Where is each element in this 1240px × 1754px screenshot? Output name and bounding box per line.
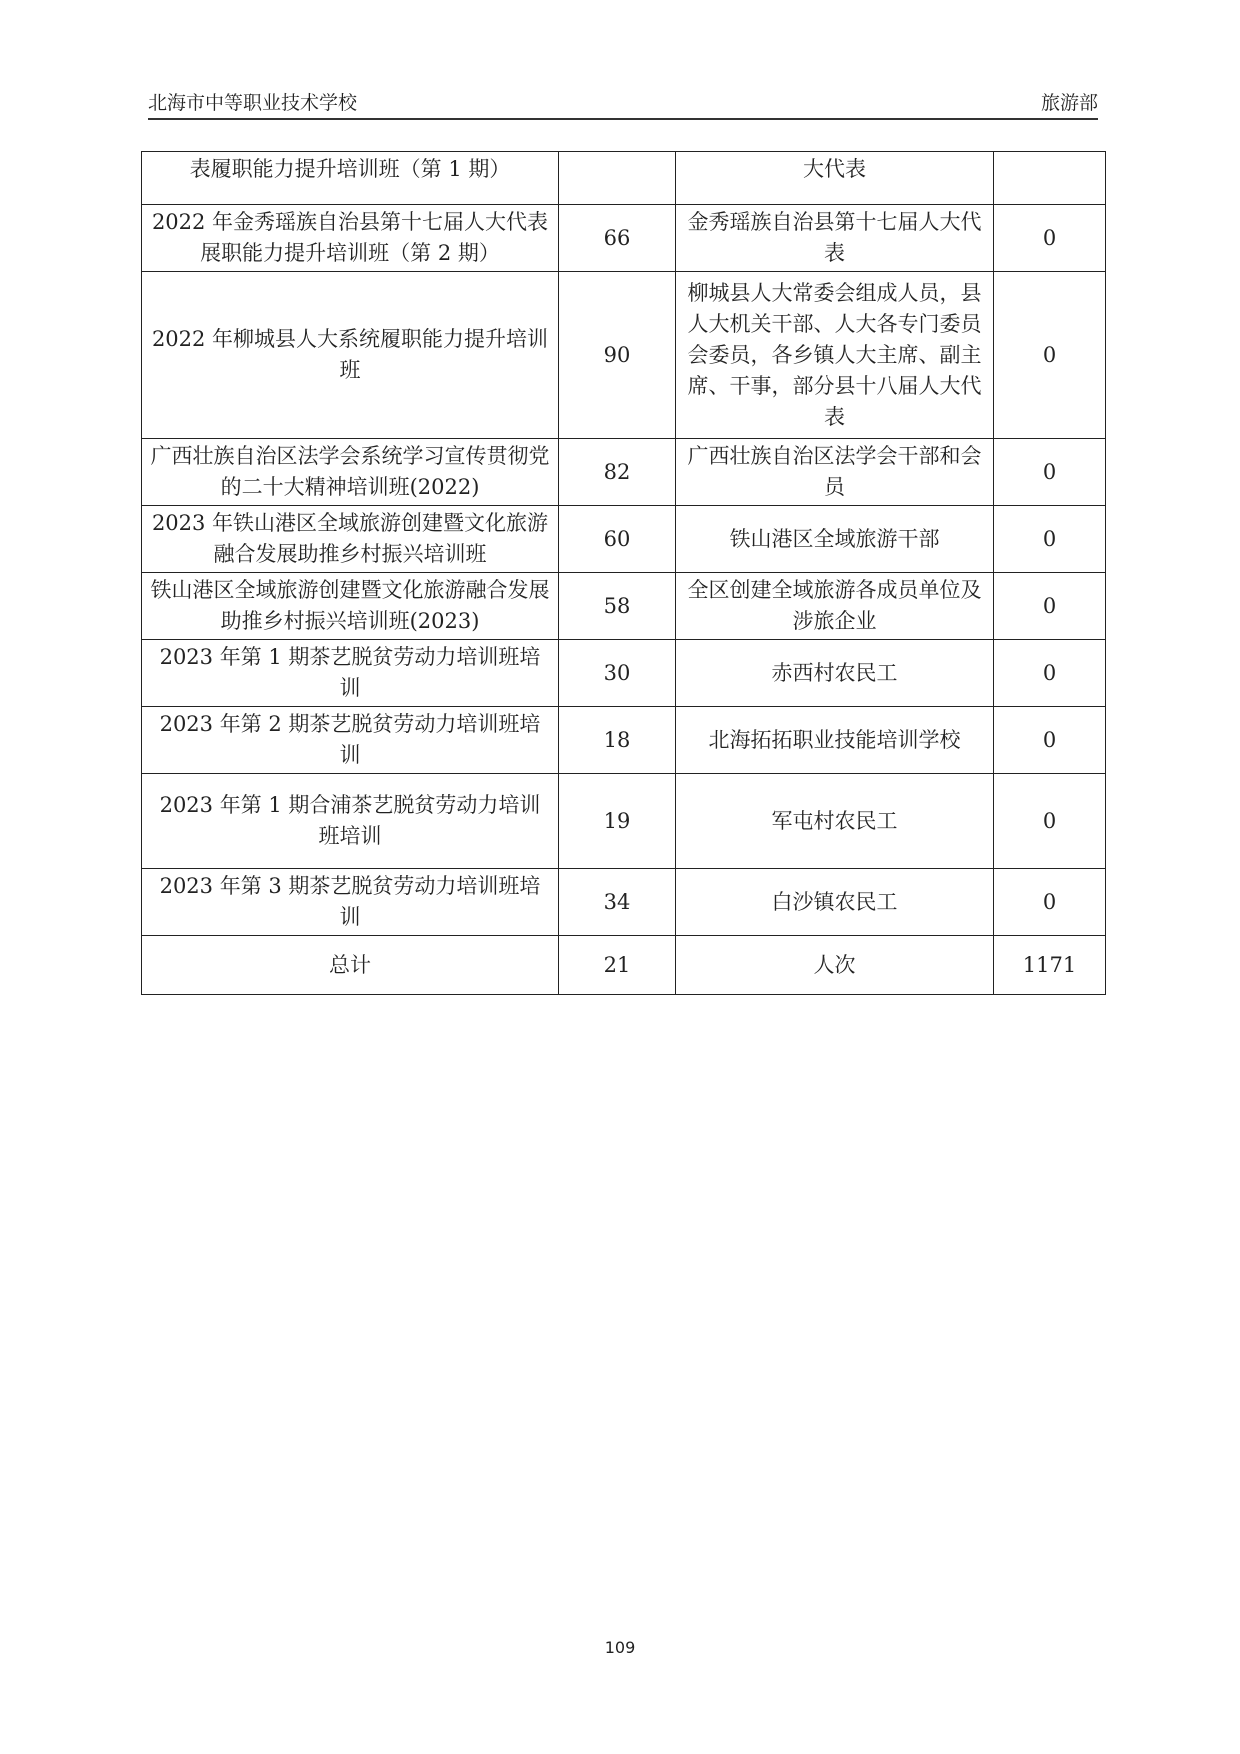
value-cell: 0 xyxy=(994,272,1106,439)
training-name: 2023 年第 3 期茶艺脱贫劳动力培训班培训 xyxy=(142,869,559,936)
total-value: 1171 xyxy=(994,936,1106,995)
page-header xyxy=(148,88,1098,120)
total-unit: 人次 xyxy=(676,936,994,995)
participant-count: 82 xyxy=(559,439,676,506)
training-target: 柳城县人大常委会组成人员，县人大机关干部、人大各专门委员会委员，各乡镇人大主席、副主席、干事，部分县十八届人大代表 xyxy=(676,272,994,439)
table-row xyxy=(142,869,1106,936)
participant-count: 19 xyxy=(559,774,676,869)
value-cell xyxy=(994,152,1106,205)
table-row xyxy=(142,439,1106,506)
training-target: 北海拓拓职业技能培训学校 xyxy=(676,707,994,774)
training-target: 军屯村农民工 xyxy=(676,774,994,869)
table-row xyxy=(142,152,1106,205)
participant-count: 18 xyxy=(559,707,676,774)
value-cell: 0 xyxy=(994,707,1106,774)
value-cell: 0 xyxy=(994,205,1106,272)
value-cell: 0 xyxy=(994,640,1106,707)
table-row xyxy=(142,573,1106,640)
total-row xyxy=(142,936,1106,995)
training-name: 表履职能力提升培训班（第 1 期） xyxy=(142,152,559,205)
training-name: 铁山港区全域旅游创建暨文化旅游融合发展助推乡村振兴培训班(2023) xyxy=(142,573,559,640)
table-row xyxy=(142,774,1106,869)
total-count: 21 xyxy=(559,936,676,995)
value-cell: 0 xyxy=(994,573,1106,640)
training-target: 金秀瑶族自治县第十七届人大代表 xyxy=(676,205,994,272)
participant-count: 90 xyxy=(559,272,676,439)
total-label: 总计 xyxy=(142,936,559,995)
training-name: 2023 年铁山港区全域旅游创建暨文化旅游融合发展助推乡村振兴培训班 xyxy=(142,506,559,573)
participant-count xyxy=(559,152,676,205)
participant-count: 66 xyxy=(559,205,676,272)
participant-count: 34 xyxy=(559,869,676,936)
training-table xyxy=(141,151,1106,995)
participant-count: 60 xyxy=(559,506,676,573)
training-target: 全区创建全域旅游各成员单位及涉旅企业 xyxy=(676,573,994,640)
participant-count: 30 xyxy=(559,640,676,707)
training-name: 2023 年第 1 期茶艺脱贫劳动力培训班培训 xyxy=(142,640,559,707)
training-target: 铁山港区全域旅游干部 xyxy=(676,506,994,573)
training-name: 2023 年第 1 期合浦茶艺脱贫劳动力培训班培训 xyxy=(142,774,559,869)
table-row xyxy=(142,205,1106,272)
table-row xyxy=(142,506,1106,573)
value-cell: 0 xyxy=(994,439,1106,506)
table-row xyxy=(142,272,1106,439)
participant-count: 58 xyxy=(559,573,676,640)
table-row xyxy=(142,707,1106,774)
training-target: 赤西村农民工 xyxy=(676,640,994,707)
training-target: 大代表 xyxy=(676,152,994,205)
training-name: 2022 年柳城县人大系统履职能力提升培训班 xyxy=(142,272,559,439)
training-name: 2022 年金秀瑶族自治县第十七届人大代表展职能力提升培训班（第 2 期） xyxy=(142,205,559,272)
value-cell: 0 xyxy=(994,506,1106,573)
table-row xyxy=(142,640,1106,707)
school-name: 北海市中等职业技术学校 xyxy=(148,92,358,114)
training-target: 广西壮族自治区法学会干部和会员 xyxy=(676,439,994,506)
department-name: 旅游部 xyxy=(1040,92,1098,114)
training-name: 2023 年第 2 期茶艺脱贫劳动力培训班培训 xyxy=(142,707,559,774)
training-target: 白沙镇农民工 xyxy=(676,869,994,936)
page-number: 109 xyxy=(604,1638,636,1657)
value-cell: 0 xyxy=(994,774,1106,869)
value-cell: 0 xyxy=(994,869,1106,936)
training-name: 广西壮族自治区法学会系统学习宣传贯彻党的二十大精神培训班(2022) xyxy=(142,439,559,506)
